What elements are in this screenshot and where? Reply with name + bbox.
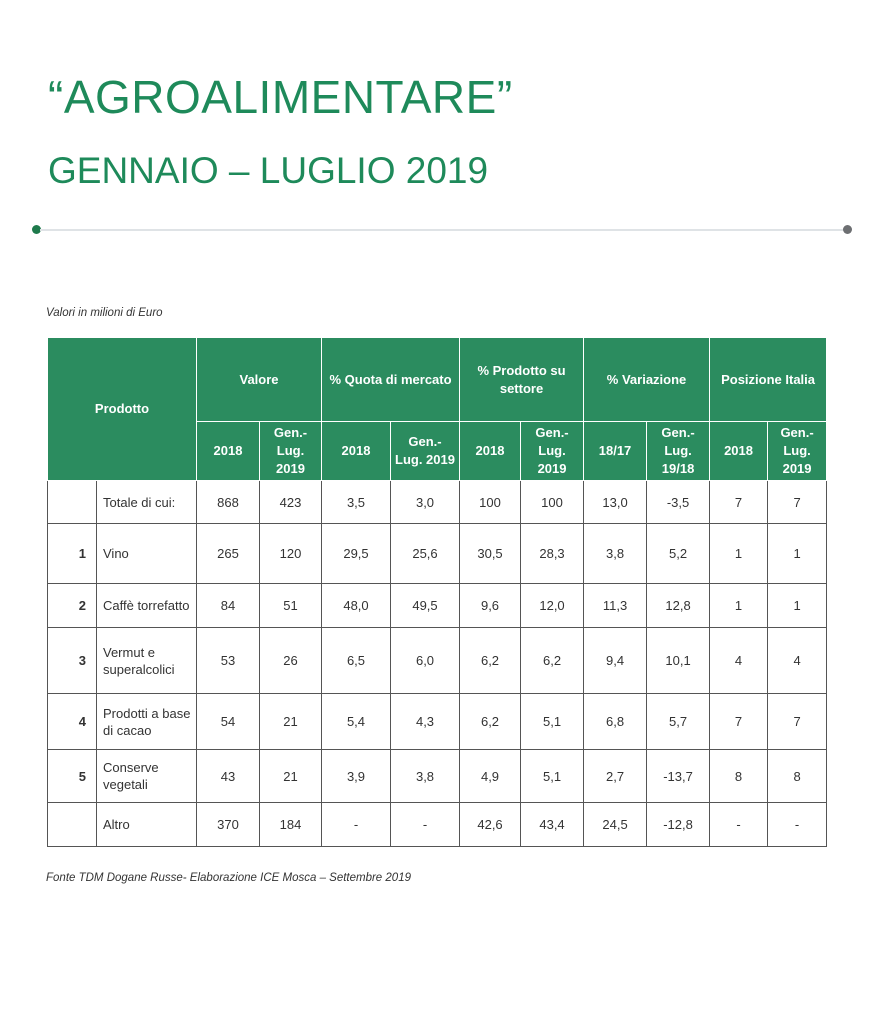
cell-settore-2018: 6,2 bbox=[460, 694, 521, 750]
cell-quota-2019: 6,0 bbox=[391, 628, 460, 694]
table-body bbox=[48, 481, 827, 847]
cell-quota-2018: 29,5 bbox=[322, 524, 391, 584]
table-header bbox=[48, 338, 827, 481]
cell-variazione-18-17: 3,8 bbox=[584, 524, 647, 584]
cell-posizione-2018: 7 bbox=[710, 481, 768, 524]
row-product-name: Conserve vegetali bbox=[97, 750, 197, 803]
cell-quota-2018: 48,0 bbox=[322, 584, 391, 628]
cell-settore-2019: 12,0 bbox=[521, 584, 584, 628]
row-product-name: Prodotti a base di cacao bbox=[97, 694, 197, 750]
subheader-variazione-gen-lug-19-18: Gen.- Lug. 19/18 bbox=[647, 422, 710, 481]
cell-settore-2019: 28,3 bbox=[521, 524, 584, 584]
cell-variazione-18-17: 2,7 bbox=[584, 750, 647, 803]
header-posizione-italia: Posizione Italia bbox=[710, 338, 827, 422]
cell-quota-2019: 25,6 bbox=[391, 524, 460, 584]
row-number: 5 bbox=[48, 750, 97, 803]
table-row bbox=[48, 524, 827, 584]
cell-posizione-2018: 1 bbox=[710, 584, 768, 628]
cell-posizione-2018: 8 bbox=[710, 750, 768, 803]
cell-quota-2018: 6,5 bbox=[322, 628, 391, 694]
cell-variazione-18-17: 13,0 bbox=[584, 481, 647, 524]
cell-valore-2019: 21 bbox=[260, 750, 322, 803]
divider-dot-right bbox=[843, 225, 852, 234]
subheader-posizione-2018: 2018 bbox=[710, 422, 768, 481]
table-row bbox=[48, 584, 827, 628]
cell-valore-2018: 54 bbox=[197, 694, 260, 750]
cell-posizione-2019: - bbox=[768, 803, 827, 847]
cell-quota-2018: 3,5 bbox=[322, 481, 391, 524]
subheader-settore-2018: 2018 bbox=[460, 422, 521, 481]
cell-posizione-2019: 1 bbox=[768, 584, 827, 628]
cell-quota-2019: 3,0 bbox=[391, 481, 460, 524]
cell-quota-2019: - bbox=[391, 803, 460, 847]
header-quota-mercato: % Quota di mercato bbox=[322, 338, 460, 422]
cell-settore-2019: 6,2 bbox=[521, 628, 584, 694]
row-product-name: Altro bbox=[97, 803, 197, 847]
cell-posizione-2019: 1 bbox=[768, 524, 827, 584]
cell-posizione-2019: 4 bbox=[768, 628, 827, 694]
cell-posizione-2018: 1 bbox=[710, 524, 768, 584]
cell-valore-2018: 868 bbox=[197, 481, 260, 524]
cell-variazione-19-18: 5,2 bbox=[647, 524, 710, 584]
row-number: 4 bbox=[48, 694, 97, 750]
cell-valore-2018: 53 bbox=[197, 628, 260, 694]
cell-settore-2019: 5,1 bbox=[521, 750, 584, 803]
cell-variazione-18-17: 6,8 bbox=[584, 694, 647, 750]
cell-valore-2018: 84 bbox=[197, 584, 260, 628]
cell-posizione-2018: 4 bbox=[710, 628, 768, 694]
table-row bbox=[48, 628, 827, 694]
row-product-name: Vino bbox=[97, 524, 197, 584]
table-row bbox=[48, 803, 827, 847]
cell-valore-2019: 184 bbox=[260, 803, 322, 847]
cell-valore-2018: 370 bbox=[197, 803, 260, 847]
subheader-valore-2018: 2018 bbox=[197, 422, 260, 481]
header-prodotto-settore: % Prodotto su settore bbox=[460, 338, 584, 422]
cell-variazione-19-18: -13,7 bbox=[647, 750, 710, 803]
subheader-quota-2018: 2018 bbox=[322, 422, 391, 481]
cell-quota-2018: 5,4 bbox=[322, 694, 391, 750]
cell-valore-2018: 265 bbox=[197, 524, 260, 584]
cell-settore-2018: 6,2 bbox=[460, 628, 521, 694]
cell-quota-2018: - bbox=[322, 803, 391, 847]
subheader-posizione-gen-lug-2019: Gen.- Lug. 2019 bbox=[768, 422, 827, 481]
cell-quota-2019: 49,5 bbox=[391, 584, 460, 628]
row-number bbox=[48, 481, 97, 524]
cell-posizione-2019: 8 bbox=[768, 750, 827, 803]
subheader-quota-gen-lug-2019: Gen.- Lug. 2019 bbox=[391, 422, 460, 481]
cell-posizione-2018: 7 bbox=[710, 694, 768, 750]
cell-settore-2019: 5,1 bbox=[521, 694, 584, 750]
cell-quota-2019: 3,8 bbox=[391, 750, 460, 803]
cell-valore-2019: 51 bbox=[260, 584, 322, 628]
subheader-valore-gen-lug-2019: Gen.- Lug. 2019 bbox=[260, 422, 322, 481]
cell-posizione-2019: 7 bbox=[768, 694, 827, 750]
page-subtitle: GENNAIO – LUGLIO 2019 bbox=[48, 150, 489, 191]
cell-quota-2018: 3,9 bbox=[322, 750, 391, 803]
header-prodotto: Prodotto bbox=[48, 338, 197, 481]
cell-settore-2018: 30,5 bbox=[460, 524, 521, 584]
cell-settore-2018: 4,9 bbox=[460, 750, 521, 803]
table-caption: Valori in milioni di Euro bbox=[46, 307, 163, 319]
cell-valore-2019: 120 bbox=[260, 524, 322, 584]
row-number: 1 bbox=[48, 524, 97, 584]
page-title: “AGROALIMENTARE” bbox=[48, 71, 513, 123]
cell-variazione-19-18: 10,1 bbox=[647, 628, 710, 694]
subheader-variazione-18-17: 18/17 bbox=[584, 422, 647, 481]
cell-variazione-19-18: 5,7 bbox=[647, 694, 710, 750]
data-table bbox=[47, 337, 827, 847]
cell-variazione-18-17: 24,5 bbox=[584, 803, 647, 847]
cell-variazione-19-18: 12,8 bbox=[647, 584, 710, 628]
cell-variazione-18-17: 11,3 bbox=[584, 584, 647, 628]
cell-settore-2019: 100 bbox=[521, 481, 584, 524]
cell-settore-2018: 42,6 bbox=[460, 803, 521, 847]
row-number bbox=[48, 803, 97, 847]
cell-settore-2019: 43,4 bbox=[521, 803, 584, 847]
cell-variazione-19-18: -3,5 bbox=[647, 481, 710, 524]
row-product-name: Caffè torrefatto bbox=[97, 584, 197, 628]
cell-valore-2018: 43 bbox=[197, 750, 260, 803]
table-row bbox=[48, 481, 827, 524]
source-note: Fonte TDM Dogane Russe- Elaborazione ICE Mosca – Settembre 2019 bbox=[46, 872, 411, 884]
header-variazione: % Variazione bbox=[584, 338, 710, 422]
cell-variazione-18-17: 9,4 bbox=[584, 628, 647, 694]
cell-valore-2019: 26 bbox=[260, 628, 322, 694]
row-product-name: Vermut e superalcolici bbox=[97, 628, 197, 694]
cell-variazione-19-18: -12,8 bbox=[647, 803, 710, 847]
cell-posizione-2019: 7 bbox=[768, 481, 827, 524]
cell-valore-2019: 423 bbox=[260, 481, 322, 524]
cell-posizione-2018: - bbox=[710, 803, 768, 847]
divider-line bbox=[40, 229, 846, 231]
cell-quota-2019: 4,3 bbox=[391, 694, 460, 750]
row-product-name: Totale di cui: bbox=[97, 481, 197, 524]
header-valore: Valore bbox=[197, 338, 322, 422]
row-number: 3 bbox=[48, 628, 97, 694]
table-row bbox=[48, 750, 827, 803]
subheader-settore-gen-lug-2019: Gen.- Lug. 2019 bbox=[521, 422, 584, 481]
row-number: 2 bbox=[48, 584, 97, 628]
cell-settore-2018: 9,6 bbox=[460, 584, 521, 628]
cell-valore-2019: 21 bbox=[260, 694, 322, 750]
table-row bbox=[48, 694, 827, 750]
cell-settore-2018: 100 bbox=[460, 481, 521, 524]
